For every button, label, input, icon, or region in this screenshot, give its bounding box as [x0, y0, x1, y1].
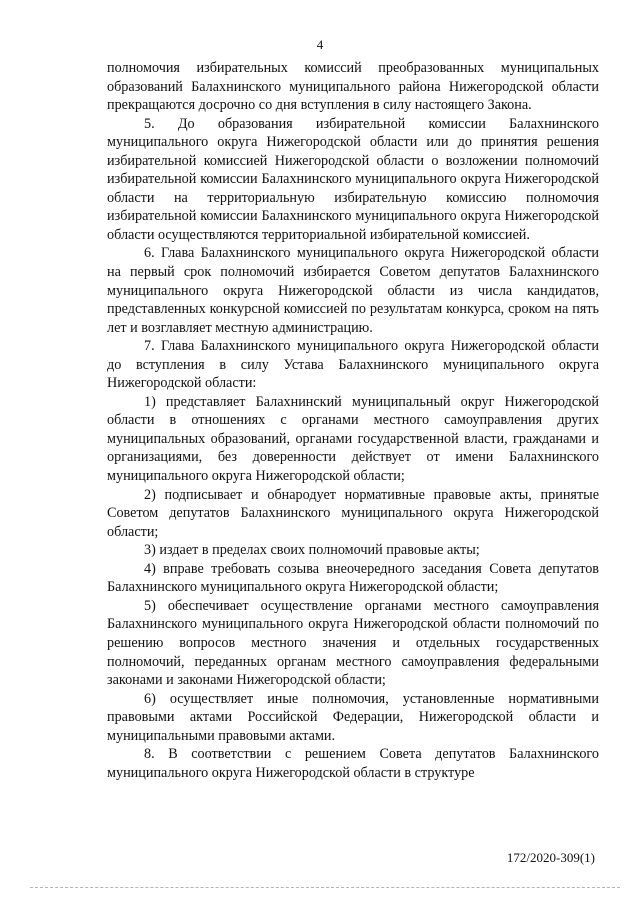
subitem-6: 6) осуществляет иные полномочия, установленные нормативными правовыми актами Российской Федерации, Нижегородской области и муниципальными правовыми актами. [107, 690, 599, 744]
document-body [107, 59, 599, 782]
page-number: 4 [316, 37, 324, 52]
subitem-5: 5) обеспечивает осуществление органами местного самоуправления Балахнинского муниципального округа Нижегородской области полномочий по решению вопросов местного значения и отдельных государственных полномочий, переданных органам местного самоуправления федеральными законами и законами Нижегородской области; [107, 597, 599, 689]
subitem-1: 1) представляет Балахнинский муниципальный округ Нижегородской области в отношениях с органами местного самоуправления других муниципальных образований, органами государственной власти, гражданами и организациями, без доверенности действует от имени Балахнинского муниципального округа Нижегородской области; [107, 393, 599, 485]
scan-edge-marks [30, 887, 620, 888]
paragraph-item-7: 7. Глава Балахнинского муниципального округа Нижегородской области до вступления в силу Устава Балахнинского муниципального округа Нижегородской области: [107, 338, 599, 392]
subitem-3: 3) издает в пределах своих полномочий правовые акты; [144, 542, 480, 559]
paragraph-item-5: 5. До образования избирательной комиссии Балахнинского муниципального округа Нижегородской области или до принятия решения избирательной комиссией Нижегородской области о возложении полномочий избирательной комиссии Балахнинского муниципального округа Нижегородской области на территориальную избирательную комиссию полномочия избирательной комиссии Балахнинского муниципального округа Нижегородской области осуществляются территориальной избирательной комиссией. [107, 115, 599, 243]
document-code: 172/2020-309(1) [506, 850, 595, 865]
paragraph-continuation: полномочия избирательных комиссий преобразованных муниципальных образований Балахнинского муниципального района Нижегородской области прекращаются досрочно со дня вступления в силу настоящего Закона. [107, 60, 599, 114]
paragraph-item-6: 6. Глава Балахнинского муниципального округа Нижегородской области на первый срок полномочий избирается Советом депутатов Балахнинского муниципального округа Нижегородской области из числа кандидатов, представленных конкурсной комиссией по результатам конкурса, сроком на пять лет и возглавляет местную администрацию. [107, 245, 599, 336]
subitem-4: 4) вправе требовать созыва внеочередного заседания Совета депутатов Балахнинского муниципального округа Нижегородской области; [107, 560, 599, 596]
subitem-2: 2) подписывает и обнародует нормативные правовые акты, принятые Советом депутатов Балахнинского муниципального округа Нижегородской области; [107, 486, 599, 540]
paragraph-item-8: 8. В соответствии с решением Совета депутатов Балахнинского муниципального округа Нижегородской области в структуре [107, 746, 599, 781]
